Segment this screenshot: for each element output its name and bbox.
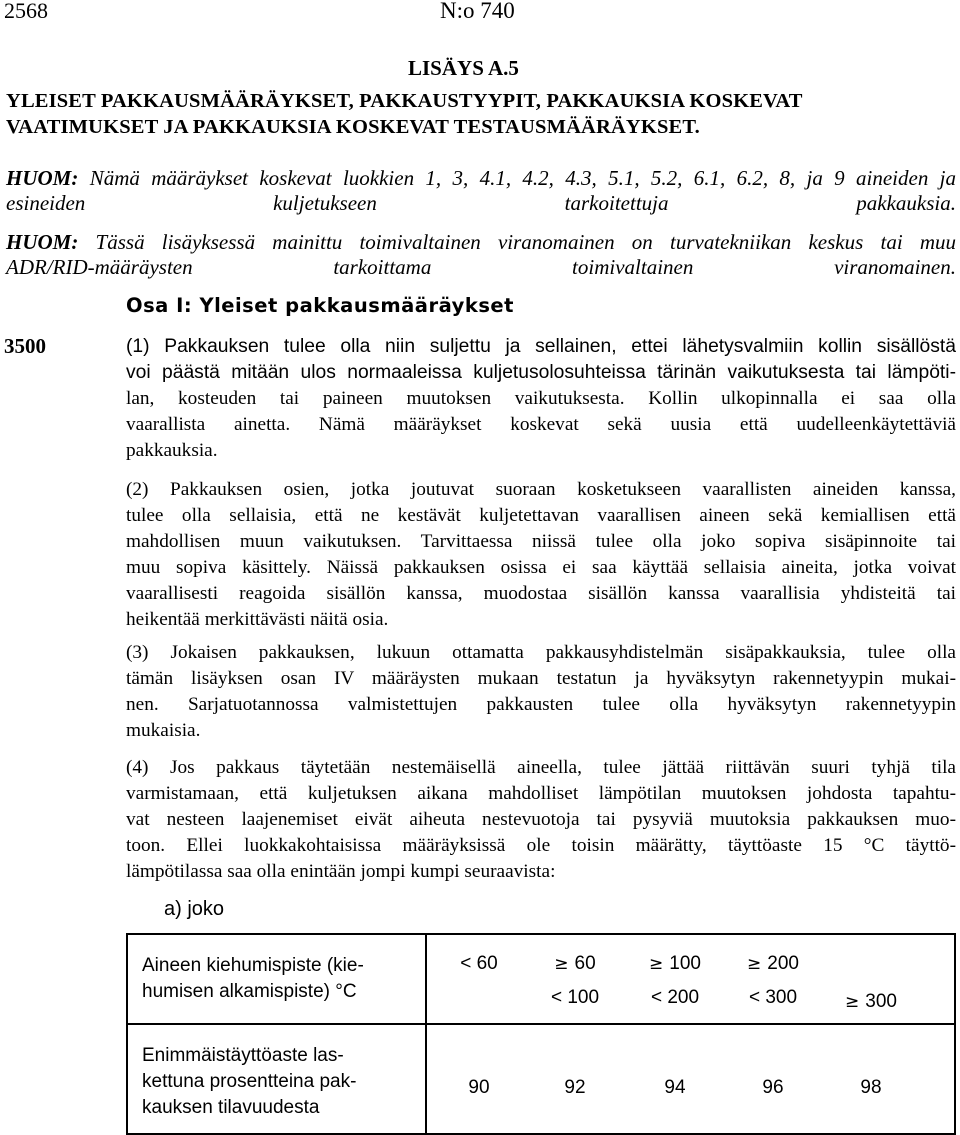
paragraph-line: muu sopiva käsittely. Näissä pakkauksen osissa ei saa käyttää sellaisia aineita, jotka voivat [126, 556, 956, 578]
option-label: a) joko [164, 898, 225, 920]
note-text: Nämä määräykset koskevat luokkien 1, 3, 4.1, 4.2, 4.3, 5.1, 5.2, 6.1, 6.2, 8, ja 9 aineiden ja [89, 166, 956, 190]
note-label: HUOM: [6, 166, 79, 190]
paragraph-2 [126, 477, 956, 632]
appendix-title: LISÄYS A.5 [408, 56, 519, 80]
table-header-line: kauksen tilavuudesta [142, 1097, 320, 1118]
paragraph-line: heikentää merkittävästi näitä osia. [126, 608, 389, 630]
fill-degree-3: 94 [664, 1077, 686, 1098]
paragraph-line: (1) Pakkauksen tulee olla niin suljettu ja sellainen, ettei lähetysvalmiin kollin sisällöstä [126, 336, 956, 357]
boiling-range-value: 100 [669, 953, 701, 974]
paragraph-line: mukaisia. [126, 719, 201, 741]
fill-degree-table [126, 933, 956, 1135]
table-row-header [127, 1024, 426, 1134]
marginal-number: 3500 [4, 334, 46, 358]
boiling-range-1 [439, 953, 519, 975]
ge-symbol: ≥ [649, 954, 664, 974]
note-text: Tässä lisäyksessä mainittu toimivaltainen viranomainen on turvatekniikan keskus tai muu [95, 230, 957, 254]
boiling-range-top [535, 953, 615, 975]
table-header-line: Aineen kiehumispiste (kie- [142, 955, 364, 976]
paragraph-line: vaarallisesti reagoida sisällön kanssa, muodostaa sisällön kanssa vaarallisia yhdisteitä tai [126, 582, 956, 604]
paragraph-line: nen. Sarjatuotannossa valmistettujen pakkausten tulee olla hyväksytyn rakennetyypin [126, 693, 956, 715]
paragraph-line: tämän lisäyksen osan IV määräysten mukaan testatun ja hyväksytyn rakennetyypin mukai- [126, 667, 956, 689]
section-heading: Osa I: Yleiset pakkausmääräykset [126, 294, 514, 317]
boiling-range-5 [831, 991, 911, 1013]
paragraph-line: vat nesteen laajenemiset eivät aiheuta nestevuotoja tai pysyviä muutoksia pakkauksen muo- [126, 808, 956, 830]
table-row-header [127, 934, 426, 1024]
fill-degree-cells [426, 1024, 955, 1134]
issue-number: N:o 740 [440, 0, 515, 23]
page-number: 2568 [4, 0, 48, 23]
paragraph-line: tulee olla sellaisia, että ne kestävät kuljetettavan vaarallisen aineen sekä kemiallisen että [126, 504, 956, 526]
paragraph-3 [126, 640, 956, 744]
paragraph-line: (3) Jokaisen pakkauksen, lukuun ottamatta pakkausyhdistelmän sisäpakkauksia, tulee olla [126, 642, 956, 663]
paragraph-1 [126, 334, 956, 464]
boiling-range-3 [635, 953, 715, 1009]
boiling-range-value: 200 [767, 953, 799, 974]
boiling-range-top: < 60 [460, 953, 498, 974]
boiling-range-2 [535, 953, 615, 1009]
table-row [127, 934, 955, 1024]
ge-symbol: ≥ [747, 954, 762, 974]
boiling-range-bottom [831, 991, 911, 1013]
paragraph-line: lan, kosteuden tai paineen muutoksen vaikutuksesta. Kollin ulkopinnalla ei saa olla [126, 387, 956, 409]
note-1 [6, 166, 956, 216]
note-label: HUOM: [6, 230, 79, 254]
fill-degree-5: 98 [860, 1077, 882, 1098]
boiling-range-top [733, 953, 813, 975]
ge-symbol: ≥ [845, 992, 860, 1012]
table-row [127, 1024, 955, 1134]
paragraph-line: varmistamaan, että kuljetuksen aikana mahdolliset lämpötilan muutoksen johdosta tapahtu- [126, 782, 956, 804]
paragraph-line: (2) Pakkauksen osien, jotka joutuvat suoraan kosketukseen vaarallisten aineiden kanssa, [126, 479, 956, 500]
note-text: ADR/RID-määräysten tarkoittama toimivaltainen viranomainen. [6, 255, 956, 279]
table-header-line: humisen alkamispiste) °C [142, 981, 357, 1002]
fill-degree-4: 96 [762, 1077, 784, 1098]
paragraph-line: toon. Ellei luokkakohtaisissa määräyksissä ole toisin määrätty, täyttöaste 15 °C täyttö- [126, 834, 956, 856]
boiling-range-bottom: < 100 [550, 987, 600, 1008]
paragraph-line: pakkauksia. [126, 439, 218, 461]
paragraph-line: voi päästä mitään ulos normaaleissa kuljetusolosuhteissa tärinän vaikutuksesta tai lämpöti- [126, 361, 956, 383]
document-title-line-1: YLEISET PAKKAUSMÄÄRÄYKSET, PAKKAUSTYYPIT, PAKKAUKSIA KOSKEVAT [6, 90, 803, 112]
table-header-line: Enimmäistäyttöaste las- [142, 1045, 344, 1066]
paragraph-line: mahdollisen muun vaikutuksen. Tarvittaessa niissä tulee olla joko sopiva sisäpinnoite tai [126, 530, 956, 552]
boiling-range-cells [426, 934, 955, 1024]
boiling-range-value: 300 [865, 991, 897, 1012]
table-header-line: kettuna prosentteina pak- [142, 1071, 357, 1092]
fill-degree-2: 92 [564, 1077, 586, 1098]
paragraph-4 [126, 755, 956, 885]
boiling-range-top [635, 953, 715, 975]
fill-degree-1: 90 [468, 1077, 490, 1098]
paragraph-line: vaarallista ainetta. Nämä määräykset koskevat sekä uusia että uudelleenkäytettäviä [126, 413, 956, 435]
paragraph-line: (4) Jos pakkaus täytetään nestemäisellä aineella, tulee jättää riittävän suuri tyhjä tila [126, 757, 956, 778]
note-2 [6, 230, 956, 280]
boiling-range-bottom: < 200 [650, 987, 700, 1008]
boiling-range-value: 60 [574, 953, 596, 974]
document-title-line-2: VAATIMUKSET JA PAKKAUKSIA KOSKEVAT TESTAUSMÄÄRÄYKSET. [6, 116, 700, 138]
note-text: esineiden kuljetukseen tarkoitettuja pakkauksia. [6, 191, 956, 215]
boiling-range-4 [733, 953, 813, 1009]
ge-symbol: ≥ [554, 954, 569, 974]
boiling-range-bottom: < 300 [748, 987, 798, 1008]
paragraph-line: lämpötilassa saa olla enintään jompi kumpi seuraavista: [126, 860, 556, 882]
